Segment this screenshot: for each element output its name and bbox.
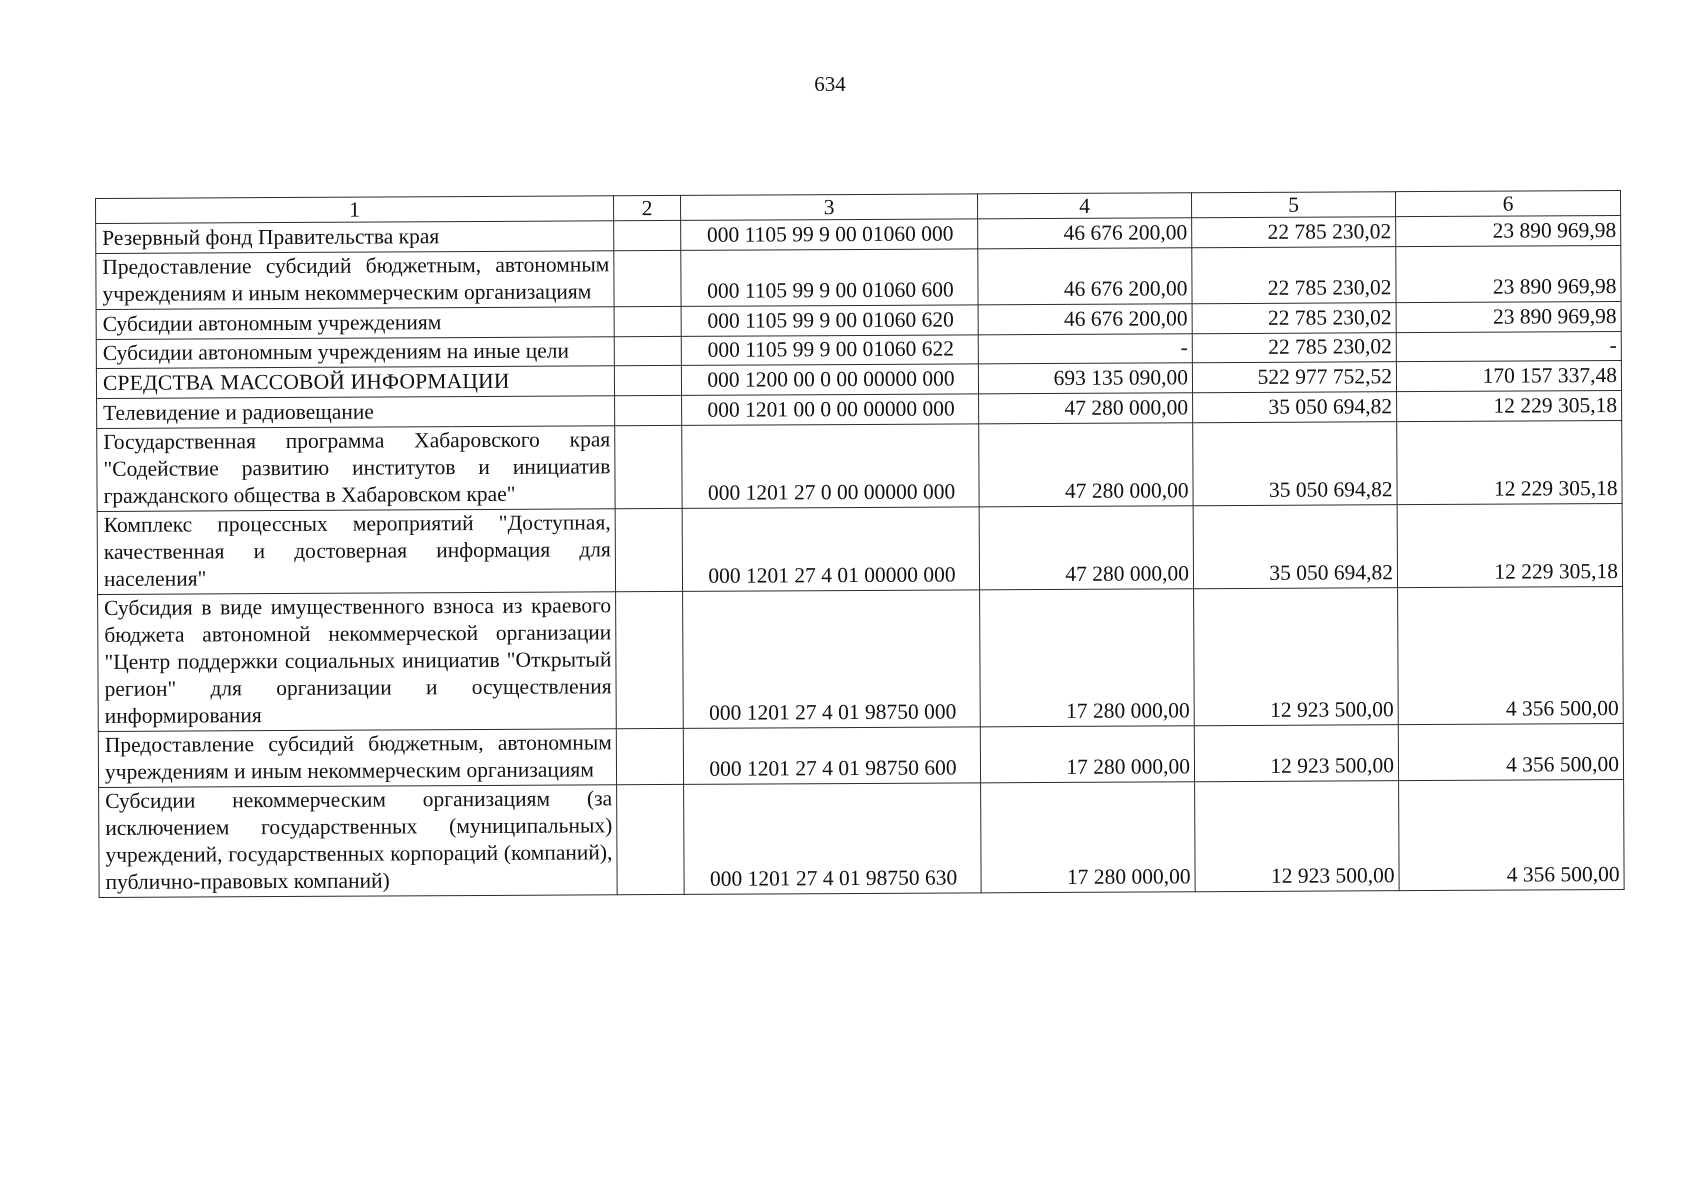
column-header-5: 5 (1191, 192, 1395, 218)
table-row (98, 587, 1624, 732)
row-value-6: - (1396, 332, 1621, 362)
row-value-5: 35 050 694,82 (1193, 422, 1397, 506)
row-code: 000 1105 99 9 00 01060 620 (681, 305, 978, 337)
row-value-6: 23 890 969,98 (1396, 246, 1621, 303)
row-value-5: 22 785 230,02 (1192, 247, 1396, 304)
row-name: Субсидии некоммерческим организациям (за исключением государственных (муниципальных) учреждений, государственных корпораций (компаний), публично-правовых компаний) (99, 785, 618, 898)
row-value-5: 12 923 500,00 (1194, 588, 1399, 726)
table-row (96, 246, 1621, 310)
row-code: 000 1105 99 9 00 01060 000 (681, 219, 978, 251)
row-name: Государственная программа Хабаровского края "Содействие развитию институтов и инициатив гражданского общества в Хабаровском крае" (97, 426, 615, 512)
row-name: Предоставление субсидий бюджетным, автономным учреждениям и иным некоммерческим организациям (98, 729, 616, 788)
row-value-6: 23 890 969,98 (1396, 216, 1621, 247)
row-name: Телевидение и радиовещание (97, 396, 615, 429)
row-col2 (614, 250, 681, 306)
row-code: 000 1201 27 4 01 98750 600 (683, 727, 980, 785)
row-value-4: 46 676 200,00 (978, 248, 1192, 305)
row-name: СРЕДСТВА МАССОВОЙ ИНФОРМАЦИИ (96, 366, 614, 399)
row-value-4: - (978, 334, 1192, 364)
row-value-6: 12 229 305,18 (1397, 421, 1622, 505)
row-code: 000 1201 00 0 00 00000 000 (682, 394, 979, 426)
row-code: 000 1201 27 4 01 00000 000 (682, 507, 979, 592)
column-header-1: 1 (96, 196, 614, 224)
column-header-2: 2 (613, 195, 680, 220)
row-name: Субсидия в виде имущественного взноса из краевого бюджета автономной некоммерческой организации "Центр поддержки социальных инициатив "Открытый регион" для организации и осуществления информирования (98, 592, 617, 732)
row-value-4: 17 280 000,00 (980, 589, 1195, 727)
row-value-6: 4 356 500,00 (1398, 587, 1624, 725)
row-value-5: 35 050 694,82 (1193, 392, 1397, 423)
row-name: Субсидии автономным учреждениям на иные цели (96, 337, 614, 369)
row-value-5: 12 923 500,00 (1194, 725, 1398, 782)
row-name: Комплекс процессных мероприятий "Доступная, качественная и достоверная информация для населения" (97, 509, 615, 595)
row-col2 (615, 395, 682, 425)
row-col2 (615, 508, 682, 591)
column-header-6: 6 (1395, 191, 1620, 217)
row-code: 000 1105 99 9 00 01060 622 (681, 335, 978, 366)
row-col2 (616, 728, 683, 784)
table-row (97, 421, 1622, 512)
row-value-4: 46 676 200,00 (978, 304, 1192, 335)
page-number: 634 (814, 72, 846, 96)
row-value-6: 4 356 500,00 (1398, 724, 1623, 781)
row-value-5: 522 977 752,52 (1192, 362, 1396, 393)
row-value-4: 47 280 000,00 (979, 393, 1193, 424)
table-row (98, 724, 1623, 788)
row-value-4: 46 676 200,00 (978, 218, 1192, 249)
column-header-4: 4 (977, 193, 1191, 219)
row-col2 (616, 591, 684, 728)
row-col2 (614, 306, 681, 336)
row-col2 (614, 336, 681, 365)
row-value-4: 693 135 090,00 (978, 363, 1192, 394)
row-col2 (615, 425, 682, 508)
row-name: Субсидии автономным учреждениям (96, 307, 614, 340)
row-code: 000 1201 27 4 01 98750 630 (684, 783, 982, 895)
row-col2 (617, 784, 685, 894)
column-header-3: 3 (680, 194, 977, 221)
row-value-5: 12 923 500,00 (1195, 781, 1400, 892)
row-value-5: 22 785 230,02 (1192, 217, 1396, 248)
row-code: 000 1201 27 4 01 98750 000 (683, 590, 981, 729)
row-value-5: 35 050 694,82 (1193, 505, 1397, 589)
table-row (99, 780, 1625, 898)
budget-table-container (95, 190, 1625, 898)
row-value-6: 12 229 305,18 (1397, 504, 1622, 588)
row-value-4: 17 280 000,00 (980, 726, 1194, 783)
row-value-6: 23 890 969,98 (1396, 302, 1621, 333)
row-code: 000 1200 00 0 00 00000 000 (681, 364, 978, 396)
row-code: 000 1105 99 9 00 01060 600 (681, 249, 978, 307)
row-code: 000 1201 27 0 00 00000 000 (682, 424, 979, 509)
row-col2 (614, 365, 681, 395)
row-value-6: 170 157 337,48 (1396, 361, 1621, 392)
row-value-6: 4 356 500,00 (1399, 780, 1625, 891)
row-value-6: 12 229 305,18 (1397, 391, 1622, 422)
row-value-5: 22 785 230,02 (1192, 303, 1396, 334)
row-value-4: 47 280 000,00 (979, 506, 1193, 590)
row-name: Предоставление субсидий бюджетным, автономным учреждениям и иным некоммерческим организациям (96, 251, 614, 310)
row-value-4: 17 280 000,00 (981, 782, 1196, 893)
row-name: Резервный фонд Правительства края (96, 221, 614, 254)
budget-table (95, 190, 1625, 898)
row-value-4: 47 280 000,00 (979, 423, 1193, 507)
row-col2 (614, 220, 681, 250)
row-value-5: 22 785 230,02 (1192, 333, 1396, 363)
table-row (97, 504, 1622, 595)
